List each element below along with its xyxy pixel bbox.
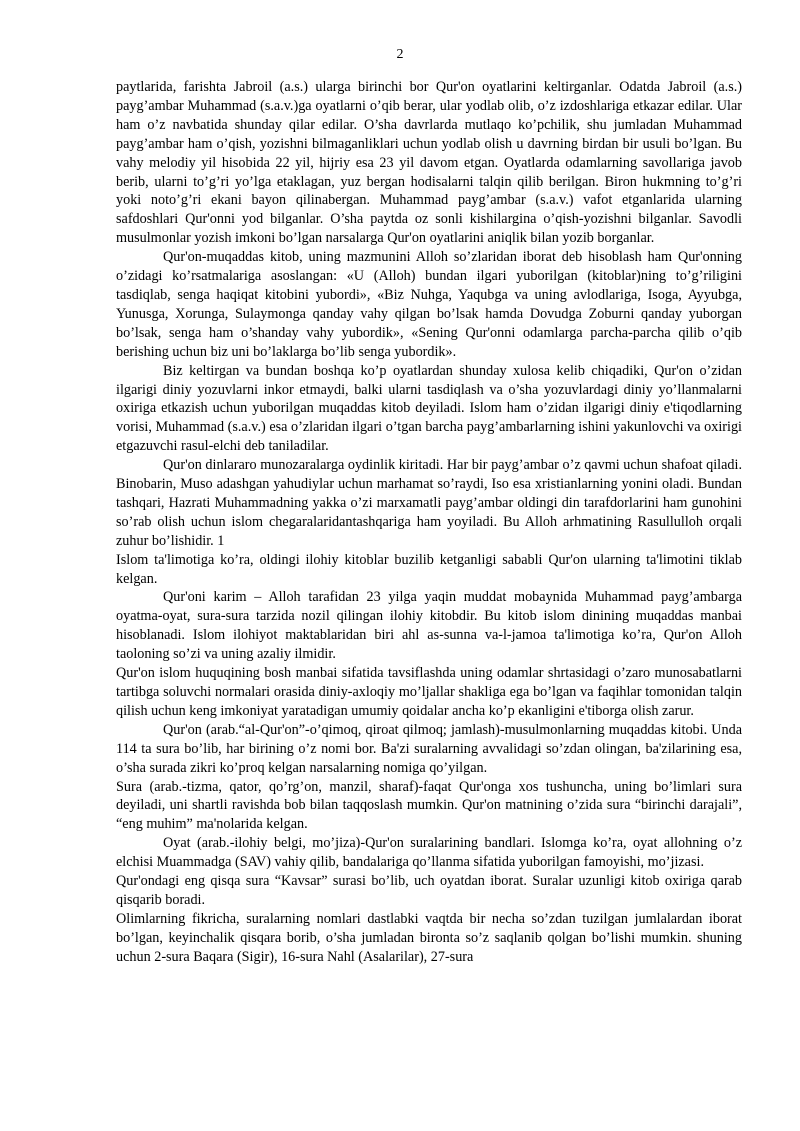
paragraph: Qur'on-muqaddas kitob, uning mazmunini Alloh so’zlaridan iborat deb hisoblash ham Qur'onning o’zidagi ko’rsatmalariga asoslangan: «U (Alloh) bundan ilgari yuborilgan (kitoblar)ning to’g’riligini tasdiqlab, senga haqiqat kitobini yubordi», «Biz Nuhga, Yaqubga va uning avlodlariga, Isoga, Ayyubga, Yunusga, Xorunga, Sulaymonga qanday vahy qilgan bo’lsak hamda Dovudga Zoburni qanday yuborgan bo’lsak, senga ham o’shanday vahy yubordik», «Sening Qur'onni odamlarga parcha-parcha qilib o’qib berishing uchun biz uni bo’laklarga bo’lib senga yubordik». (116, 249, 742, 360)
paragraph: Qur'on dinlararo munozaralarga oydinlik kiritadi. Har bir payg’ambar o’z qavmi uchun shafoat qiladi. Binobarin, Muso adashgan yahudiylar uchun marhamat so’raydi, Iso esa xristianlarning yonini oladi. Bundan tashqari, Hazrati Muhammadning yakka o’zi marxamatli payg’ambar oldingi din tarafdorlarini ham gunohini so’rab olish uchun islom chegaralaridantashqariga ham yoyiladi. Bu Alloh arhmatining Rasullulloh orqali zuhur bo’lishidir. 1 (116, 457, 742, 549)
page-number: 2 (396, 47, 404, 62)
paragraph: Qur'on (arab.“al-Qur'on”-o’qimoq, qiroat qilmoq; jamlash)-musulmonlarning muqaddas kitobi. Unda 114 ta sura bo’lib, har birining o’z nomi bor. Ba'zi suralarning avvalidagi so’zdan olingan, ba'zilarining esa, o’sha surada zikri ko’proq kelgan narsalarning nomiga qo’yilgan. (116, 721, 742, 776)
paragraph: Olimlarning fikricha, suralarning nomlari dastlabki vaqtda bir necha so’zdan tuzilgan jumlalardan iborat bo’lgan, keyinchalik qisqara borib, o’sha jumladan bironta so’z saqlanib qolgan bo’lishi mumkin. shuning uchun 2-sura Baqara (Sigir), 16-sura Nahl (Asalarilar), 27-sura (116, 910, 742, 965)
paragraph: Qur'on islom huquqining bosh manbai sifatida tavsiflashda uning odamlar shrtasidagi o’zaro munosabatlarni tartibga soluvchi normalari orasida diniy-axloqiy mo’ljallar shakliga ega bo’lgan va faqihlar tomonidan talqin qilish uchun keng imkoniyat yaratadigan umumiy qoidalar ancha ko’p ekanligini e'tiborga olish zarur. (116, 665, 742, 719)
paragraph: Sura (arab.-tizma, qator, qo’rg’on, manzil, sharaf)-faqat Qur'onga xos tushuncha, uning bo’limlari sura deyiladi, uni shartli ravishda bob bilan taqqoslash mumkin. Qur'on matnining o’zida sura “birinchi darajali”, “eng muhim” ma'nolarida kelgan. (116, 778, 742, 833)
paragraph: Qur'oni karim – Alloh tarafidan 23 yilga yaqin muddat mobaynida Muhammad payg’ambarga oyatma-oyat, sura-sura tarzida nozil qilingan ilohiy kitobdir. Bu kitob islom dinining muqaddas manbai hisoblanadi. Islom ilohiyot maktablaridan biri ahl as-sunna va-l-jamoa ta'limotiga ko’ra, Qur'on Alloh taoloning so’zi va uning azaliy ilmidir. (116, 589, 742, 663)
paragraph: paytlarida, farishta Jabroil (a.s.) ularga birinchi bor Qur'on oyatlarini keltirganlar. Odatda Jabroil (a.s.) payg’ambar Muhammad (s.a.v.)ga oyatlarni o’qib berar, ular yodlab olib, o’z izdoshlariga etkazar edilar. Ular ham o’z navbatida shunday qilar edilar. O’sha davrlarda mutlaqo ko’pchilik, shu jumladan Muhammad payg’ambar ham o’qish, yozishni bilmaganliklari uchun yodlab olish u davrning birdan bir usuli bo’lgan. Bu vahy melodiy yil hisobida 22 yil, hijriy esa 23 yil davom etgan. Oyatlarda odamlarning savollariga javob berib, ularni to’g’ri yo’lga etaklagan, yuz bergan hodisalarni talqin qilib berilgan. Biron hukmning to’g’ri yoki noto’g’ri ekani bayon qilinabergan. Muhammad payg’ambar (s.a.v.) vafot etganlarida ularning safdoshlari Qur'onni yod bilganlar. O’sha paytda oz sonli kishilargina o’qish-yozishni bilganlar. Savodli musulmonlar yozish imkoni bo’lgan narsalarga Qur'on oyatlarini aniqlik bilan yozib borganlar. (116, 79, 742, 247)
paragraph: Qur'ondagi eng qisqa sura “Kavsar” surasi bo’lib, uch oyatdan iborat. Suralar uzunligi kitob oxiriga qarab qisqarib boradi. (116, 873, 742, 908)
paragraph: Oyat (arab.-ilohiy belgi, mo’jiza)-Qur'on suralarining bandlari. Islomga ko’ra, oyat allohning o’z elchisi Muammadga (SAV) vahiy qilib, bandalariga qo’llanma sifatida yuborilgan famoyishi, mo’jizasi. (116, 835, 742, 871)
paragraph: Islom ta'limotiga ko’ra, oldingi ilohiy kitoblar buzilib ketganligi sababli Qur'on ularning ta'limotini tiklab kelgan. (116, 551, 742, 587)
page-body (116, 78, 742, 967)
paragraph: Biz keltirgan va bundan boshqa ko’p oyatlardan shunday xulosa kelib chiqadiki, Qur'on o’zidan ilgarigi diniy yozuvlarni inkor etmaydi, balki ularni tasdiqlash va o’sha yozuvlardagi diniy yo’llanmalarni oxiriga etkazish uchun yuborilgan muqaddas kitob deyiladi. Islom ham o’zidan ilgarigi diniy e'tiqodlarning vorisi, Muhammad (s.a.v.) esa o’zlaridan ilgari o’tgan barcha payg’ambarlarning ishini yakunlovchi va oxirigi etgazuvchi rasul-elchi deb taniladilar. (116, 362, 742, 455)
